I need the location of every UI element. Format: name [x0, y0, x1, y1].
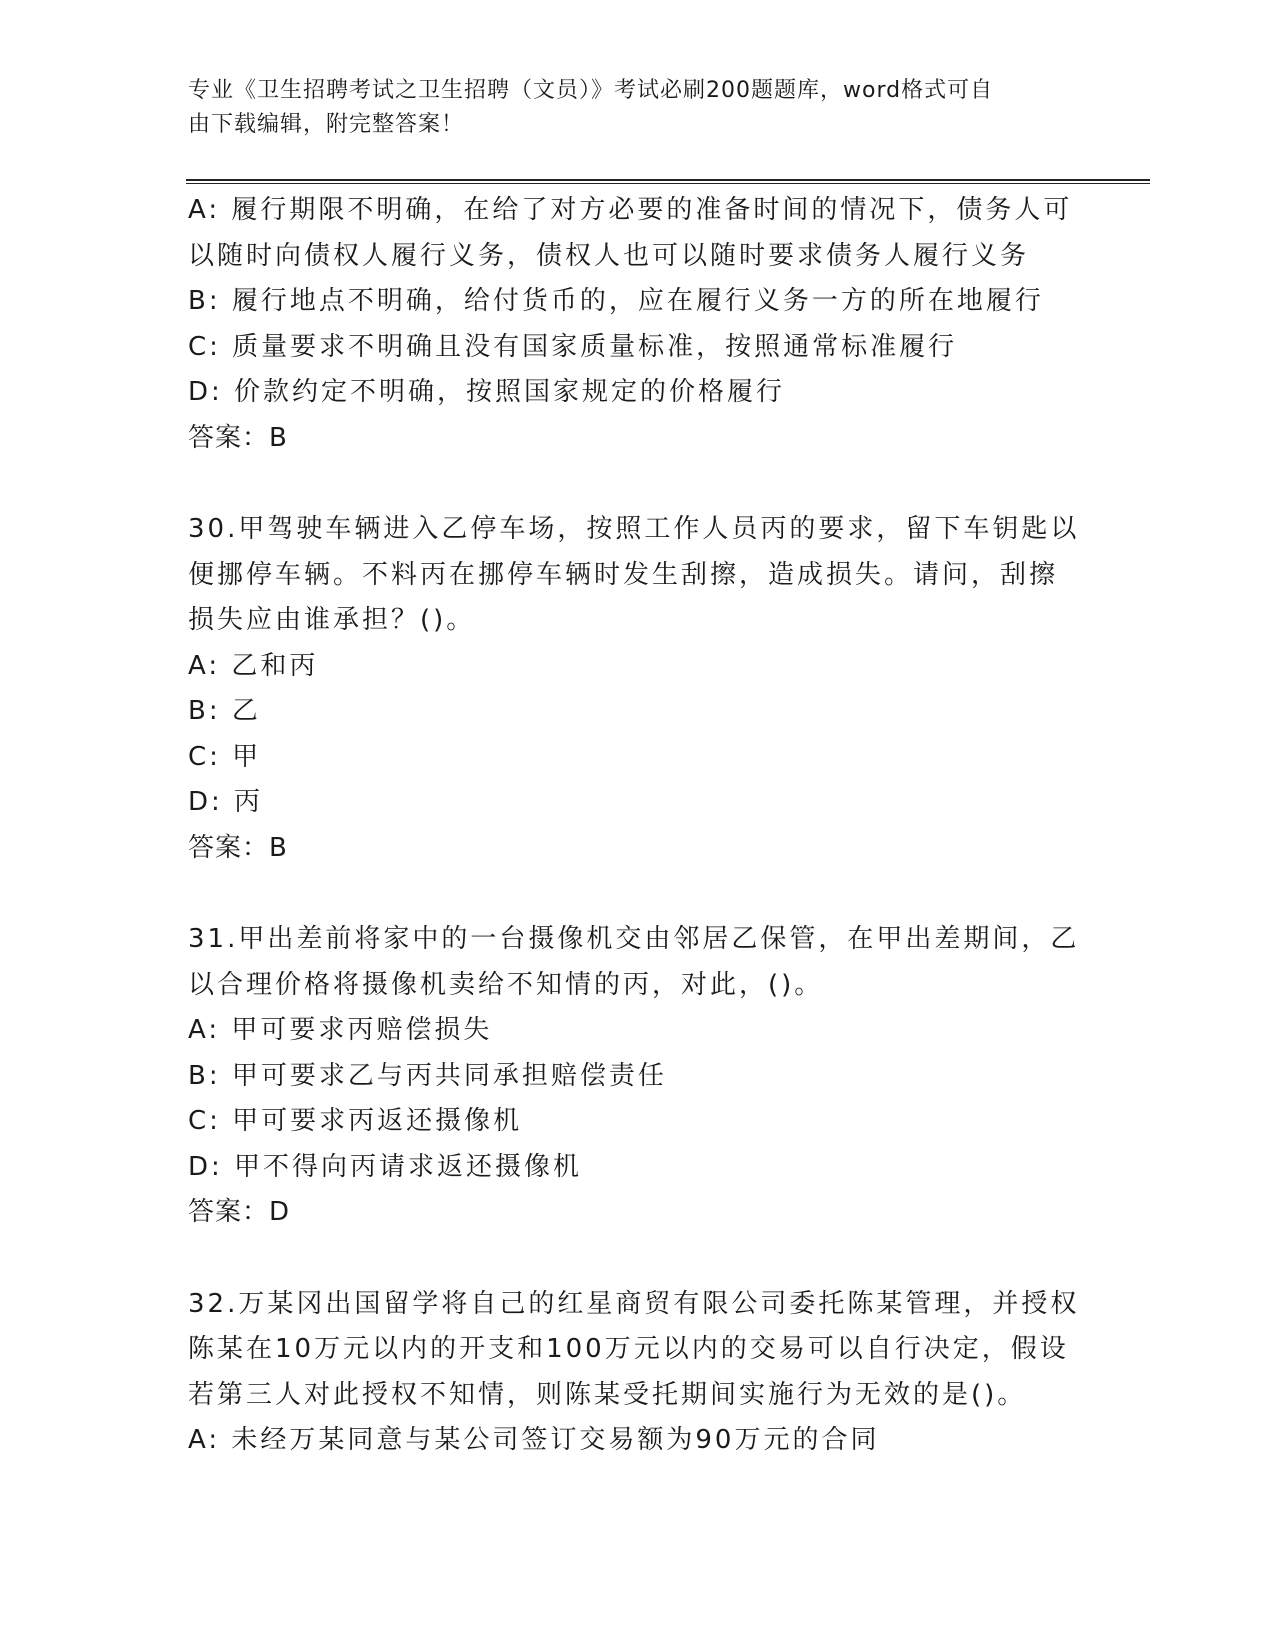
option-line: D: 价款约定不明确，按照国家规定的价格履行	[188, 377, 786, 407]
question-text-line: 30.甲驾驶车辆进入乙停车场，按照工作人员丙的要求，留下车钥匙以	[188, 514, 1080, 544]
option-b: B: 甲可要求乙与丙共同承担赔偿责任	[188, 1060, 667, 1091]
question-text-line: 32.万某冈出国留学将自己的红星商贸有限公司委托陈某管理，并授权	[188, 1288, 1080, 1319]
question-text-line: 损失应由谁承担？()。	[188, 605, 476, 635]
question-text-line: 便挪停车辆。不料丙在挪停车辆时发生刮擦，造成损失。请问，刮擦	[188, 559, 1059, 590]
question-text-line: 以合理价格将摄像机卖给不知情的丙，对此，()。	[188, 969, 824, 1000]
question-block-31	[188, 917, 1088, 1236]
block-spacer	[188, 871, 1088, 917]
question-block-29	[188, 188, 1088, 461]
header-title-line-2: 由下载编辑，附完整答案！	[188, 112, 465, 137]
option-line: A: 履行期限不明确，在给了对方必要的准备时间的情况下，债务人可	[188, 195, 1073, 225]
option-a: A: 未经万某同意与某公司签订交易额为90万元的合同	[188, 1425, 880, 1455]
option-b: B: 乙	[188, 696, 261, 726]
option-a: A: 乙和丙	[188, 650, 319, 681]
option-d: D: 甲不得向丙请求返还摄像机	[188, 1151, 583, 1182]
option-line: B: 履行地点不明确，给付货币的，应在履行义务一方的所在地履行	[188, 286, 1044, 316]
question-content	[188, 188, 1088, 1464]
header-divider	[186, 179, 1150, 184]
question-text-line: 31.甲出差前将家中的一台摄像机交由邻居乙保管，在甲出差期间，乙	[188, 924, 1080, 954]
document-header	[188, 74, 1068, 142]
option-c: C: 甲	[188, 741, 262, 772]
option-d: D: 丙	[188, 787, 264, 817]
option-a: A: 甲可要求丙赔偿损失	[188, 1015, 493, 1045]
header-title-line-1: 专业《卫生招聘考试之卫生招聘（文员）》考试必刷200题题库，word格式可自	[188, 78, 994, 103]
question-text-line: 若第三人对此授权不知情，则陈某受托期间实施行为无效的是()。	[188, 1379, 1027, 1410]
option-c: C: 甲可要求丙返还摄像机	[188, 1106, 523, 1136]
block-spacer	[188, 461, 1088, 507]
block-spacer	[188, 1236, 1088, 1282]
option-line: 以随时向债权人履行义务，债权人也可以随时要求债务人履行义务	[188, 240, 1030, 271]
question-block-32	[188, 1282, 1088, 1464]
answer-line: 答案：B	[188, 832, 288, 863]
option-line: C: 质量要求不明确且没有国家质量标准，按照通常标准履行	[188, 331, 958, 362]
question-block-30	[188, 507, 1088, 871]
answer-line: 答案：D	[188, 1197, 291, 1227]
question-text-line: 陈某在10万元以内的开支和100万元以内的交易可以自行决定，假设	[188, 1334, 1069, 1364]
answer-line: 答案：B	[188, 422, 288, 453]
